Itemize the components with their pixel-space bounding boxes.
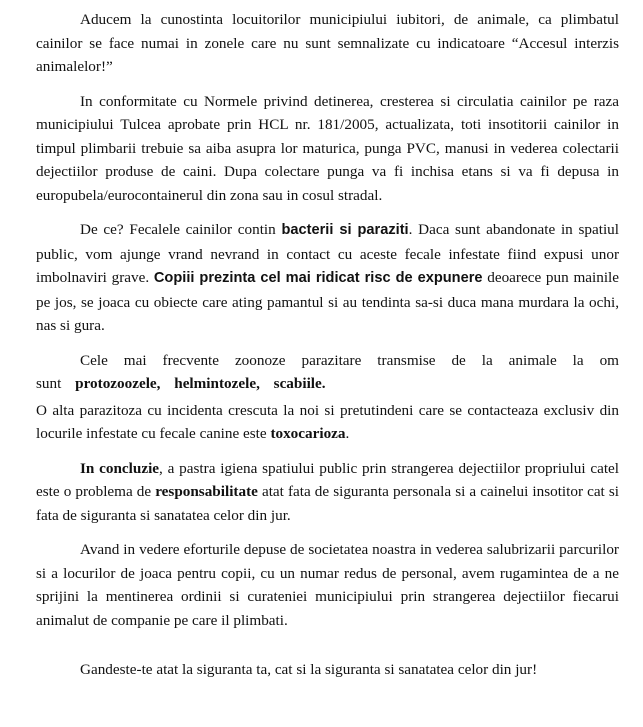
paragraph-7: Avand in vedere eforturile depuse de societatea noastra in vederea salubrizarii parcurilor si a locurilor de joaca pentru copii, cu un numar redus de personal, avem rugamintea de a ne sprijini la mentinerea ordinii si curateniei municipiului prin strangerea dejectiilor fiecarui animalut de companie pe care il plimbati. xyxy=(36,541,619,629)
paragraph-3-bold-1: bacterii si paraziti xyxy=(281,222,409,238)
paragraph-5-text-1: O alta parazitoza cu incidenta crescuta la noi si pretutindeni care se contacteaza exclusiv din locurile infestate cu fecale canine este xyxy=(36,401,619,442)
paragraph-5-bold-1: toxocarioza xyxy=(270,425,346,442)
paragraph-3-bold-2: Copiii prezinta cel mai ridicat risc de expunere xyxy=(153,270,483,286)
closing-line: Gandeste-te atat la siguranta ta, cat si la siguranta si sanatatea celor din jur! xyxy=(80,661,538,678)
paragraph-6-text-2: atat fata de siguranta personala si a cainelui insotitor cat si fata de siguranta si sanatatea celor din jur. xyxy=(36,483,619,524)
paragraph-5-text-2: . xyxy=(345,425,350,442)
paragraph-3-text-1: De ce? Fecalele cainilor contin xyxy=(80,221,282,238)
paragraph-6-bold-2: responsabilitate xyxy=(155,483,258,500)
paragraph-6-bold-1: In concluzie xyxy=(80,459,160,477)
paragraph-2: In conformitate cu Normele privind detinerea, cresterea si circulatia cainilor pe raza municipiului Tulcea aprobate prin HCL nr. 181/2005, actualizata, toti insotitorii cainilor in timpul plimbarii trebuie sa aiba asupra lor maturica, punga PVC, manusi in vederea colectarii dejectiilor produse de caini. Dupa colectare punga va fi inchisa etans si va fi depusa in europubela/eurocontainerul din zona sau in cosul stradal. xyxy=(36,92,619,204)
paragraph-4-bold-1: protozoozele, helmintozele, scabiile. xyxy=(75,375,326,392)
paragraph-5 xyxy=(36,399,619,446)
paragraph-1: Aducem la cunostinta locuitorilor municipiului iubitori, de animale, ca plimbatul cainilor se face numai in zonele care nu sunt semnalizate cu indicatoare “Accesul interzis animalelor!” xyxy=(36,11,619,75)
paragraph-3-text-3: deoarece pun mainile pe jos, se joaca cu obiecte care ating pamantul si au tendinta sa-si duca mana murdara la ochi, nas si gura. xyxy=(36,269,620,334)
paragraph-4-text-1: Cele mai frecvente zoonoze parazitare transmise de la animale la om sunt xyxy=(36,351,619,392)
paragraph-4 xyxy=(36,349,619,396)
paragraph-6-text-1: , a pastra igiena spatiului public prin strangerea dejectiilor propriului catel este o problema de xyxy=(36,459,620,500)
paragraph-3-text-2: . Daca sunt abandonate in spatiul public, vom ajunge vrand nevrand in contact cu aceste fecale infestate fiind expusi unor imbolnaviri grave. xyxy=(36,221,619,286)
paragraph-6 xyxy=(36,457,619,528)
paragraph-3 xyxy=(36,218,619,338)
